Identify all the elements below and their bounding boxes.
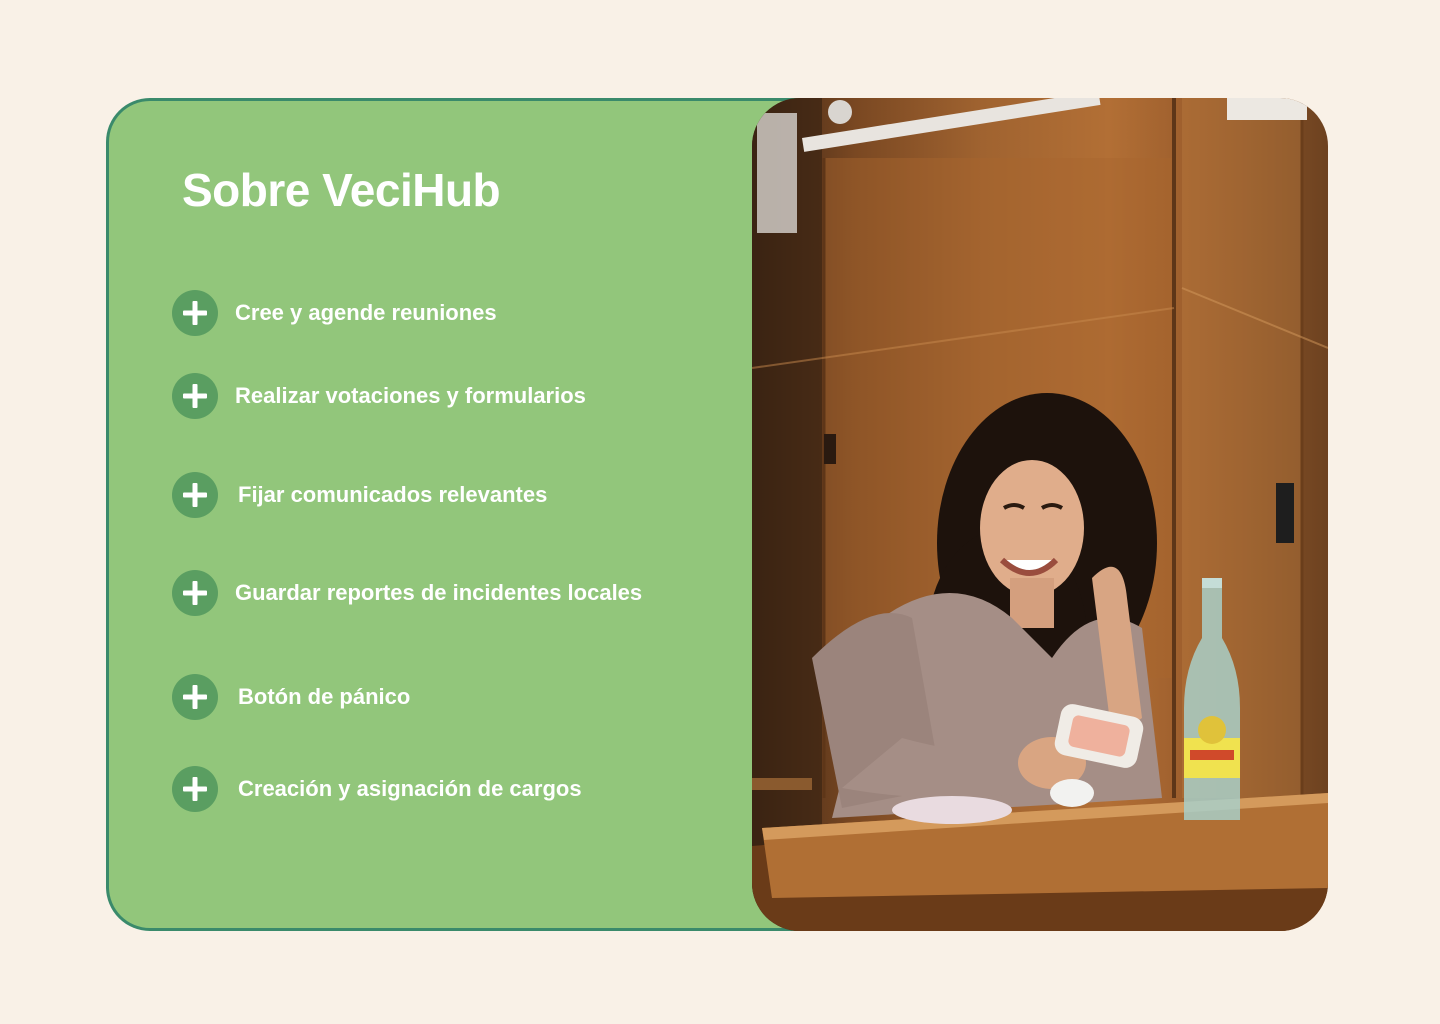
plus-icon [172,766,218,812]
photo-illustration [752,98,1328,931]
about-card [106,98,1328,931]
feature-label: Creación y asignación de cargos [238,776,582,801]
feature-item-announcements [172,472,547,518]
feature-label: Fijar comunicados relevantes [238,482,548,507]
feature-item-meetings [172,290,497,336]
plus-icon [172,373,218,419]
feature-label: Guardar reportes de incidentes locales [235,580,643,605]
feature-item-votes [172,373,586,419]
plus-icon [172,674,218,720]
feature-label: Realizar votaciones y formularios [235,383,586,408]
feature-item-panic-button [172,674,410,720]
feature-item-roles [172,766,582,812]
section-title: Sobre VeciHub [182,164,501,216]
feature-item-incident-reports [172,570,642,616]
feature-label: Cree y agende reuniones [235,300,497,325]
hero-photo [752,98,1328,931]
plus-icon [172,290,218,336]
plus-icon [172,570,218,616]
plus-icon [172,472,218,518]
feature-label: Botón de pánico [238,684,411,709]
